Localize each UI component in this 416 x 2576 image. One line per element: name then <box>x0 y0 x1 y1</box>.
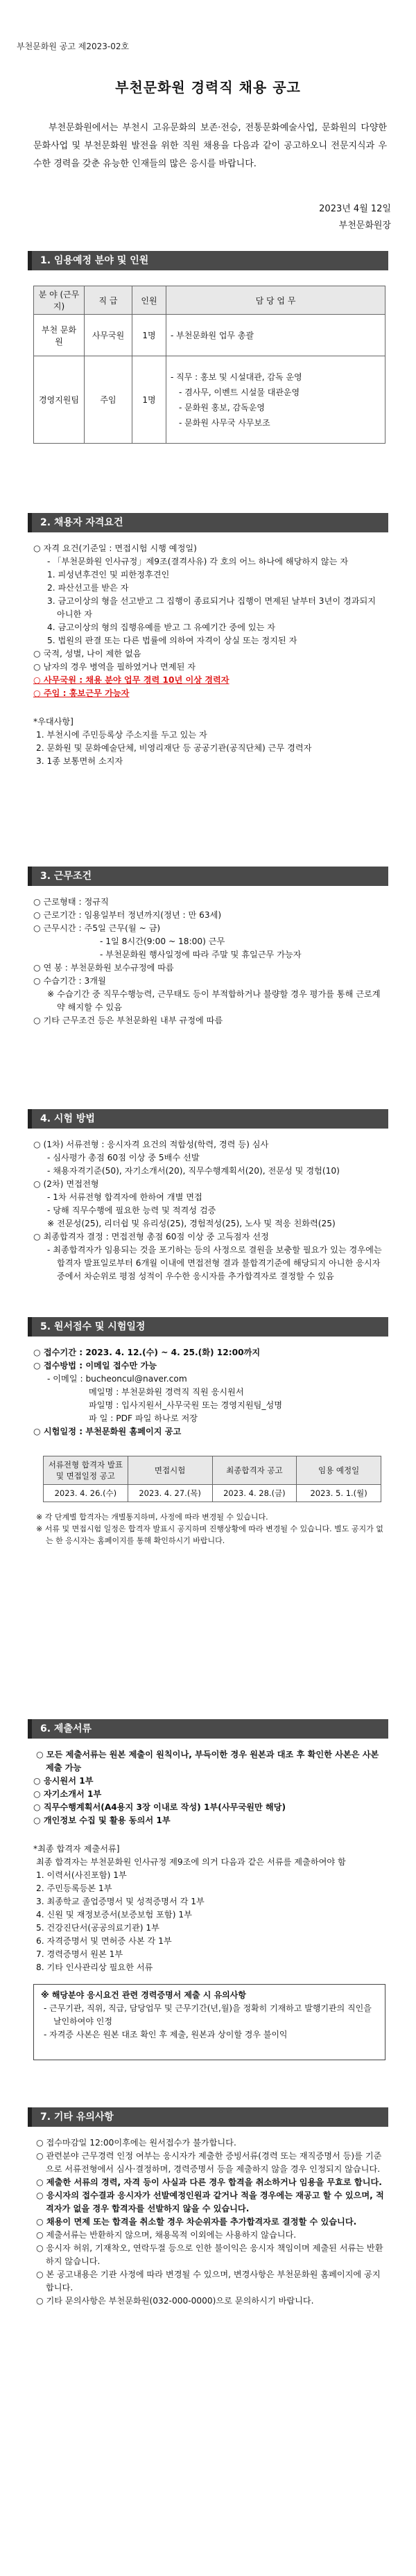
list-item: 파 일 : PDF 파일 하나로 저장 <box>89 1413 198 1423</box>
section-6-header: 6. 제출서류 <box>28 1719 388 1739</box>
duty-line: - 직무 : 홍보 및 시설대관, 감독 운영 <box>171 372 302 382</box>
list-item: ○ 수습기간 : 3개월 <box>33 976 106 986</box>
list-item-highlight: ○ 주임 : 홍보근무 가능자 <box>33 688 130 698</box>
list-item: ○ 근로기간 : 임용일부터 정년까지(정년 : 만 63세) <box>33 910 222 920</box>
list-item: 5. 건강진단서(공공의료기관) 1부 <box>36 1923 159 1933</box>
application-list <box>33 1346 385 1438</box>
table-row <box>34 315 385 356</box>
header-field: 분 야 (근무지) <box>34 286 85 315</box>
list-item: ※ 수습기간 중 직무수행능력, 근무태도 등이 부적합하거나 불량할 경우 평가를 통해 근로계약 해지할 수 있음 <box>47 989 381 1012</box>
list-item: ○ 본 공고내용은 기관 사정에 따라 변경될 수 있으며, 변경사항은 부천문화원 홈페이지에 공지합니다. <box>36 2270 381 2292</box>
schedule-cell: 2023. 4. 27.(목) <box>128 1485 212 1502</box>
list-item: 7. 경력증명서 원본 1부 <box>36 1949 123 1959</box>
list-item: 1. 이력서(사진포함) 1부 <box>36 1870 127 1880</box>
list-item: - 당해 직무수행에 필요한 능력 및 적격성 검증 <box>47 1206 216 1215</box>
section-2-header: 2. 채용자 자격요건 <box>28 513 388 532</box>
cell-duty: - 부천문화원 업무 총괄 <box>166 315 385 356</box>
list-item: 5. 법원의 판결 또는 다른 법률에 의하여 자격이 상실 또는 정지된 자 <box>47 636 297 645</box>
table-row <box>44 1485 381 1502</box>
notice-item: - 근무기관, 직위, 직급, 담당업무 및 근무기간(년,월)을 정확히 기재하고 발행기관의 직인을 날인하여야 인정 <box>44 2003 372 2026</box>
list-item: ○ 시험일정 : 부천문화원 홈페이지 공고 <box>33 1427 182 1436</box>
cell-count: 1명 <box>132 315 166 356</box>
other-notes-list <box>33 2136 385 2308</box>
list-item: 2. 문화원 및 문화예술단체, 비영리재단 등 공공기관(공직단체) 근무 경력자 <box>36 743 312 753</box>
list-item: 3. 1종 보통면허 소지자 <box>36 756 123 766</box>
table-row <box>34 356 385 444</box>
list-item: - 최종합격자가 임용되는 것을 포기하는 등의 사정으로 결원을 보충할 필요가 있는 경우에는 합격자 발표일로부터 6개월 이내에 면접전형 결과 불합격기준에 해당되지 아니한 응시자 중에서 차순위로 평점 성적이 우수한 응시자를 추가합격자로 결정할 수 있음 <box>47 1245 382 1281</box>
table-header-row <box>34 286 385 315</box>
list-item: ○ 자격 요건(기준일 : 면접시험 시행 예정일) <box>33 543 197 553</box>
schedule-header: 서류전형 합격자 발표 및 면접일정 공고 <box>44 1456 128 1485</box>
list-item: - 채용자격기준(50), 자기소개서(20), 직무수행계획서(20), 전문성 및 경험(10) <box>47 1166 340 1176</box>
list-item: ○ 기타 근무조건 등은 부천문화원 내부 규정에 따름 <box>33 1016 223 1025</box>
schedule-cell: 2023. 5. 1.(월) <box>297 1485 381 1502</box>
email-line: - 이메일 : bucheoncul@naver.com <box>47 1374 187 1384</box>
section-3-header: 3. 근무조건 <box>28 867 388 886</box>
schedule-table <box>43 1456 381 1502</box>
list-item: 3. 금고이상의 형을 선고받고 그 집행이 종료되거나 집행이 면제된 날부터 3년이 경과되지 아니한 자 <box>47 596 376 619</box>
issuer-name: 부천문화원장 <box>338 220 391 231</box>
list-item: 메일명 : 부천문화원 경력직 직원 응시원서 <box>89 1387 244 1397</box>
schedule-header: 면접시험 <box>128 1456 212 1485</box>
documents-list <box>33 1748 385 1974</box>
list-item: ○ 최종합격자 결정 : 면접전형 총점 60점 이상 중 고득점자 선정 <box>33 1232 269 1242</box>
list-item: ○ 접수마감일 12:00이후에는 원서접수가 불가합니다. <box>36 2138 236 2148</box>
list-item: 8. 기타 인사관리상 필요한 서류 <box>36 1963 153 1972</box>
list-item: ○ 개인정보 수집 및 활용 동의서 1부 <box>33 1816 171 1825</box>
list-item: 최종 합격자는 부천문화원 인사규정 제9조에 의거 다음과 같은 서류를 제출하여야 함 <box>36 1857 346 1867</box>
list-item: 4. 신원 및 재정보증서(보증보험 포함) 1부 <box>36 1910 192 1920</box>
list-item: ○ 접수기간 : 2023. 4. 12.(수) ~ 4. 25.(화) 12:00까지 <box>33 1348 261 1357</box>
cell-field: 경영지원팀 <box>34 356 85 444</box>
section-4-header: 4. 시험 방법 <box>28 1109 388 1129</box>
document-number: 부천문화원 공고 제2023-02호 <box>17 42 130 51</box>
list-item: - 부천문화원 행사일정에 따라 주말 및 휴일근무 가능자 <box>100 950 302 959</box>
positions-table <box>33 286 385 444</box>
section-1-header: 1. 임용예정 분야 및 인원 <box>28 251 388 270</box>
work-conditions-list <box>33 896 385 1027</box>
table-header-row <box>44 1456 381 1485</box>
final-docs-heading: *최종 합격자 제출서류] <box>33 1844 120 1854</box>
cell-rank: 주임 <box>85 356 132 444</box>
exam-method-list <box>33 1138 385 1283</box>
list-item: - 「부천문화원 인사규정」제9조(결격사유) 각 호의 어느 하나에 해당하지 않는 자 <box>47 557 349 566</box>
list-item: ○ 접수방법 : 이메일 접수만 가능 <box>33 1361 157 1370</box>
cell-count: 1명 <box>132 356 166 444</box>
section-7-header: 7. 기타 유의사항 <box>28 2107 388 2127</box>
list-item: ○ 모든 제출서류는 원본 제출이 원칙이나, 부득이한 경우 원본과 대조 후 확인한 사본은 사본 제출 가능 <box>36 1750 379 1773</box>
notice-item: - 자격증 사본은 원본 대조 확인 후 제출, 원본과 상이할 경우 불이익 <box>44 2030 288 2039</box>
header-duty: 담 당 업 무 <box>166 286 385 315</box>
list-item: ○ 제출서류는 반환하지 않으며, 채용목적 이외에는 사용하지 않습니다. <box>36 2230 297 2240</box>
section-5-header: 5. 원서접수 및 시험일정 <box>28 1317 388 1337</box>
cell-field: 부천 문화원 <box>34 315 85 356</box>
cell-rank: 사무국원 <box>85 315 132 356</box>
list-item: 1. 피성년후견인 및 피한정후견인 <box>47 570 170 580</box>
schedule-cell: 2023. 4. 28.(금) <box>212 1485 297 1502</box>
schedule-header: 임용 예정일 <box>297 1456 381 1485</box>
list-item: ○ 직무수행계획서(A4용지 3장 이내로 작성) 1부(사무국원만 해당) <box>33 1802 286 1812</box>
list-item: 파일명 : 입사지원서_사무국원 또는 경영지원팀_성명 <box>89 1400 283 1410</box>
list-item: ○ 제출한 서류의 경력, 자격 등이 사실과 다른 경우 합격을 취소하거나 임용을 무효로 합니다. <box>36 2177 382 2187</box>
career-cert-notice-box <box>33 1984 385 2060</box>
preference-heading: *우대사항] <box>33 717 73 726</box>
list-item: 6. 자격증명서 및 면허증 사본 각 1부 <box>36 1936 172 1946</box>
notice-title: ※ 해당분야 응시요건 관련 경력증명서 제출 시 유의사항 <box>41 1990 246 2000</box>
schedule-cell: 2023. 4. 26.(수) <box>44 1485 128 1502</box>
list-item: ○ (1차) 서류전형 : 응시자격 요건의 적합성(학력, 경력 등) 심사 <box>33 1140 269 1149</box>
cell-duty <box>166 356 385 444</box>
page-title: 부천문화원 경력직 채용 공고 <box>115 79 301 96</box>
schedule-notes <box>33 1511 385 1547</box>
qualification-list <box>33 542 385 768</box>
list-item: ○ 근로형태 : 정규직 <box>33 897 109 907</box>
list-item: ○ 응시자의 접수결과 응시자가 선발예정인원과 같거나 적을 경우에는 재공고 할 수 있으며, 적격자가 없을 경우 합격자를 선발하지 않을 수 있습니다. <box>36 2191 384 2213</box>
list-item: ○ 연 봉 : 부천문화원 보수규정에 따름 <box>33 963 174 973</box>
list-item: ○ 남자의 경우 병역을 필하였거나 면제된 자 <box>33 662 196 672</box>
list-item: 2. 주민등록등본 1부 <box>36 1883 112 1893</box>
intro-paragraph: 부천문화원에서는 부천시 고유문화의 보존·전승, 전통문화예술사업, 문화원의 다양한 문화사업 및 부천문화원 발전을 위한 직원 채용을 다음과 같이 공고하오니 전문지식과 우수한 경력을 갖춘 유능한 인재들의 많은 응시를 바랍니다. <box>33 123 387 169</box>
list-item: ○ 근무시간 : 주5일 근무(월 ~ 금) <box>33 923 161 933</box>
list-item: ○ 응시원서 1부 <box>33 1776 94 1786</box>
list-item: ○ 응시자 허위, 기재착오, 연락두절 등으로 인한 불이익은 응시자 책임이며 제출된 서류는 반환하지 않습니다. <box>36 2243 383 2266</box>
list-item: ○ 기타 문의사항은 부천문화원(032-000-0000)으로 문의하시기 바랍니다. <box>36 2296 314 2306</box>
list-item: - 1차 서류전형 합격자에 한하여 개별 면접 <box>47 1192 202 1202</box>
list-item: 1. 부천시에 주민등록상 주소지를 두고 있는 자 <box>36 730 207 740</box>
list-item: - 1일 8시간(9:00 ~ 18:00) 근무 <box>100 937 225 946</box>
list-item: ○ 자기소개서 1부 <box>33 1789 102 1799</box>
list-item: - 심사평가 총점 60점 이상 중 5배수 선발 <box>47 1153 200 1163</box>
list-item: 2. 파산선고를 받은 자 <box>47 583 129 593</box>
list-item: ○ 국적, 성별, 나이 제한 없음 <box>33 649 141 659</box>
note-item: ※ 각 단계별 합격자는 개별통지하며, 사정에 따라 변경될 수 있습니다. <box>36 1513 268 1522</box>
note-item: ※ 서류 및 면접시험 일정은 합격자 발표시 공지하며 진행상황에 따라 변경될 수 있습니다. 별도 공지가 없는 한 응시자는 홈페이지를 통해 확인하시기 바랍니다. <box>36 1524 383 1545</box>
duty-line: - 문화원 사무국 사무보조 <box>179 417 270 428</box>
list-item: ○ 채용이 면제 또는 합격을 취소할 경우 차순위자를 추가합격자로 결정할 수 있습니다. <box>36 2217 357 2227</box>
announcement-date: 2023년 4월 12일 <box>319 204 391 214</box>
schedule-header: 최종합격자 공고 <box>212 1456 297 1485</box>
list-item: ※ 전문성(25), 리더쉽 및 유리성(25), 경험적성(25), 노사 및 적응 친화력(25) <box>47 1219 336 1228</box>
list-item: ○ 관련분야 근무경력 인정 여부는 응시자가 제출한 증빙서류(경력 또는 재직증명서 등)를 기준으로 서류전형에서 심사·결정하며, 경력증명서 등을 제출하지 않을 경우 인정되지 않습니다. <box>36 2151 382 2174</box>
list-item: 3. 최종학교 졸업증명서 및 성적증명서 각 1부 <box>36 1897 205 1906</box>
duty-line: - 겸사무, 이벤트 시설물 대관운영 <box>179 387 300 397</box>
header-rank: 직 급 <box>85 286 132 315</box>
header-count: 인원 <box>132 286 166 315</box>
list-item-highlight: ○ 사무국원 : 채용 분야 업무 경력 10년 이상 경력자 <box>33 675 229 685</box>
duty-line: - 문화원 홍보, 감독운영 <box>179 402 265 412</box>
list-item: ○ (2차) 면접전형 <box>33 1179 99 1189</box>
list-item: 4. 금고이상의 형의 집행유예를 받고 그 유예기간 중에 있는 자 <box>47 623 276 632</box>
